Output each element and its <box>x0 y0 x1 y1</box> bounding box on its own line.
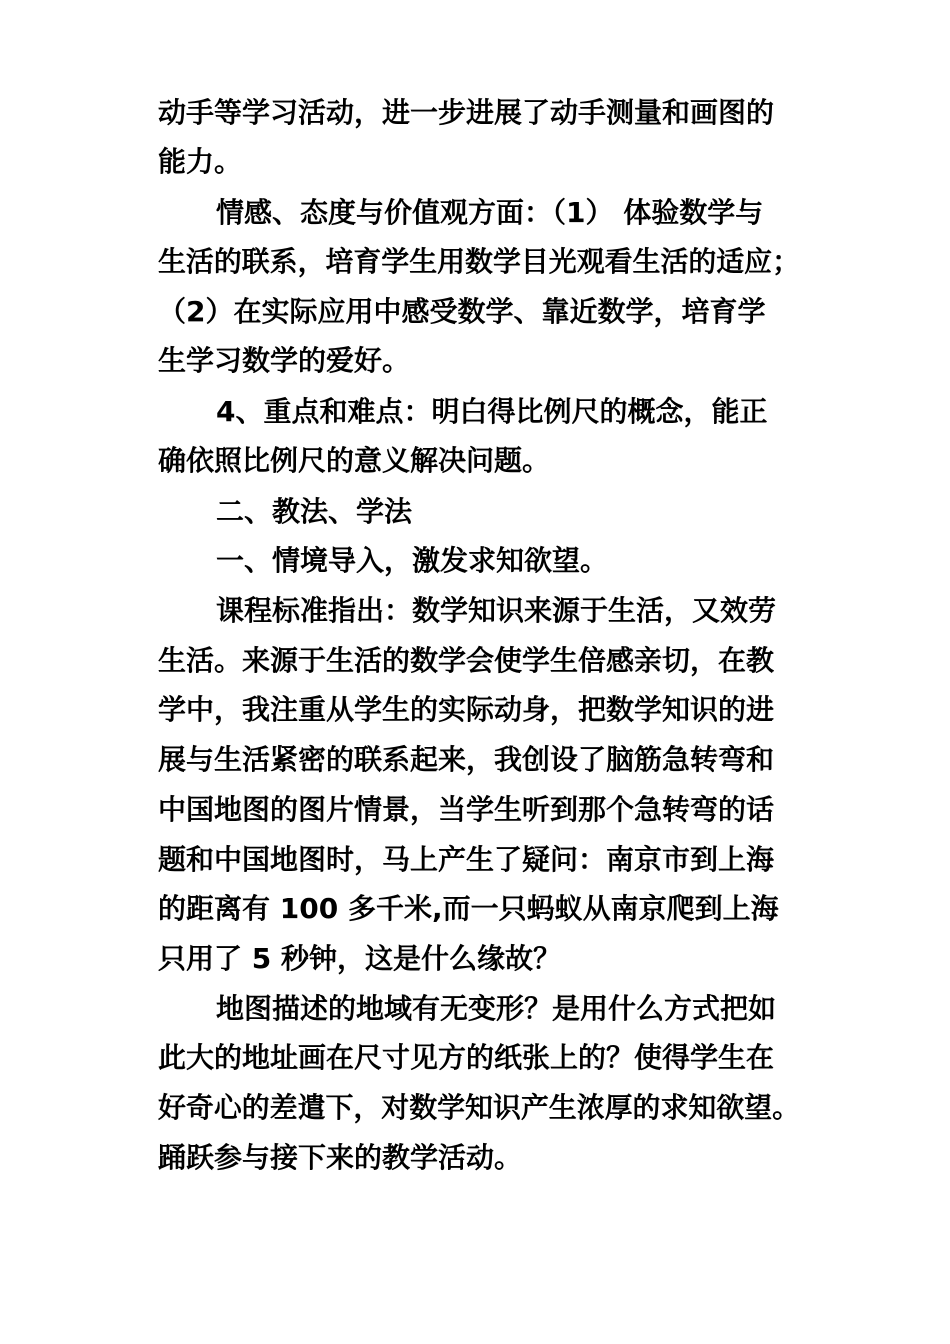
text-line-2: 能力。 <box>158 145 243 178</box>
text-line-8: 确依照比例尺的意义解决问题。 <box>158 444 551 477</box>
text-line-4: 生活的联系，培育学生用数学目光观看生活的适应； <box>158 245 801 278</box>
text-line-1: 动手等学习活动，进一步进展了动手测量和画图的 <box>158 96 775 129</box>
subsection-heading: 一、情境导入，激发求知欲望。 <box>216 544 609 577</box>
text-line-17: 的距离有 100 多千米,而一只蚂蚁从南京爬到上海 <box>158 892 779 925</box>
text-line-19: 地图描述的地域有无变形？是用什么方式把如 <box>216 992 777 1025</box>
text-line-6: 生学习数学的爱好。 <box>158 344 411 377</box>
text-line-3: 情感、态度与价值观方面：（1） 体验数学与 <box>216 196 764 229</box>
text-line-12: 生活。来源于生活的数学会使学生倍感亲切，在教 <box>158 644 775 677</box>
text-line-15: 中国地图的图片情景，当学生听到那个急转弯的话 <box>158 793 775 826</box>
section-heading: 二、教法、学法 <box>216 495 413 528</box>
text-line-11: 课程标准指出：数学知识来源于生活，又效劳 <box>216 594 777 627</box>
text-line-22: 踊跃参与接下来的教学活动。 <box>158 1141 523 1174</box>
text-line-5: （2）在实际应用中感受数学、靠近数学，培育学 <box>158 295 766 328</box>
text-line-21: 好奇心的差遣下，对数学知识产生浓厚的求知欲望。 <box>158 1091 801 1124</box>
text-line-7: 4、重点和难点：明白得比例尺的概念，能正 <box>216 395 768 428</box>
text-line-14: 展与生活紧密的联系起来，我创设了脑筋急转弯和 <box>158 743 775 776</box>
text-line-18: 只用了 5 秒钟，这是什么缘故？ <box>158 942 561 975</box>
text-line-16: 题和中国地图时，马上产生了疑问：南京市到上海 <box>158 843 775 876</box>
text-line-20: 此大的地址画在尺寸见方的纸张上的？使得学生在 <box>158 1041 775 1074</box>
text-line-13: 学中，我注重从学生的实际动身，把数学知识的进 <box>158 693 775 726</box>
